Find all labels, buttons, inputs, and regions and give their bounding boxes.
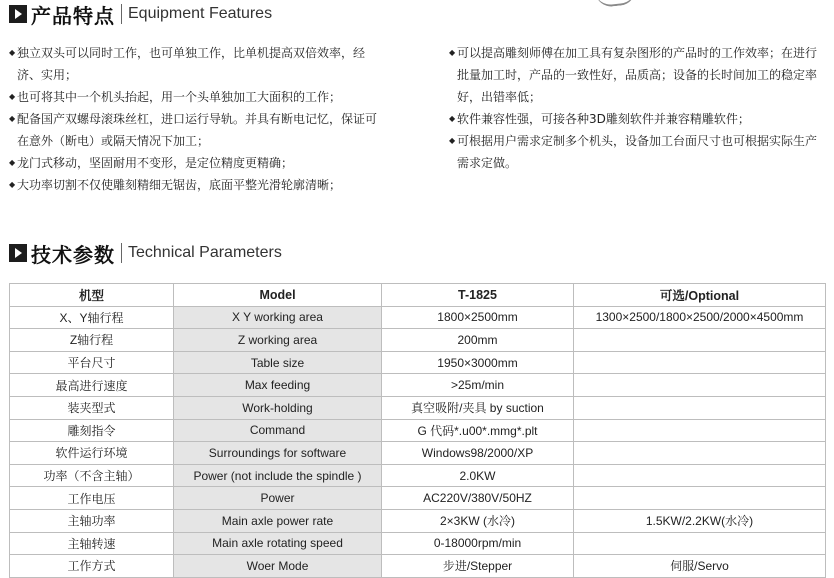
feature-text-line: 济、实用； bbox=[17, 68, 78, 82]
table-header-row bbox=[10, 284, 826, 307]
feature-text-line: 可根据用户需求定制多个机头，设备加工台面尺寸也可根据实际生产 bbox=[457, 134, 818, 148]
table-row bbox=[10, 442, 826, 465]
param-name-cn: 工作电压 bbox=[10, 487, 174, 510]
section-marker-icon bbox=[9, 244, 27, 262]
diamond-bullet-icon: ◆ bbox=[9, 48, 16, 57]
params-title-cn: 技术参数 bbox=[31, 242, 115, 267]
param-name-cn: 雕刻指令 bbox=[10, 419, 174, 442]
features-section-header bbox=[9, 1, 272, 27]
param-name-en: Max feeding bbox=[174, 374, 382, 397]
param-name-en: Main axle power rate bbox=[174, 509, 382, 532]
table-row bbox=[10, 509, 826, 532]
features-title-en: Equipment Features bbox=[128, 5, 273, 22]
diamond-bullet-icon: ◆ bbox=[449, 136, 456, 145]
param-value-t1825: 1800×2500mm bbox=[382, 306, 574, 329]
table-row bbox=[10, 419, 826, 442]
feature-text-line: 也可将其中一个机头抬起，用一个头单独加工大面积的工作； bbox=[17, 90, 342, 104]
param-name-en: Work-holding bbox=[174, 396, 382, 419]
param-value-t1825: >25m/min bbox=[382, 374, 574, 397]
param-name-cn: 最高进行速度 bbox=[10, 374, 174, 397]
feature-item bbox=[449, 108, 821, 130]
param-name-cn: Z轴行程 bbox=[10, 329, 174, 352]
feature-text-line: 大功率切割不仅使雕刻精细无锯齿，底面平整光滑轮廓清晰； bbox=[17, 178, 342, 192]
param-name-cn: 功率（不含主轴） bbox=[10, 464, 174, 487]
feature-item bbox=[9, 152, 379, 174]
param-name-en: Main axle rotating speed bbox=[174, 532, 382, 555]
param-value-optional bbox=[574, 374, 826, 397]
param-value-optional bbox=[574, 351, 826, 374]
table-row bbox=[10, 464, 826, 487]
feature-item bbox=[9, 174, 379, 196]
param-value-optional bbox=[574, 329, 826, 352]
diamond-bullet-icon: ◆ bbox=[9, 180, 16, 189]
param-name-en: Power (not include the spindle ) bbox=[174, 464, 382, 487]
param-value-t1825: 步进/Stepper bbox=[382, 555, 574, 578]
section-marker-icon bbox=[9, 5, 27, 23]
diamond-bullet-icon: ◆ bbox=[449, 48, 456, 57]
param-name-cn: 主轴转速 bbox=[10, 532, 174, 555]
param-value-t1825: 2×3KW (水冷) bbox=[382, 509, 574, 532]
param-name-cn: 工作方式 bbox=[10, 555, 174, 578]
param-value-optional bbox=[574, 464, 826, 487]
table-row bbox=[10, 329, 826, 352]
feature-item bbox=[449, 42, 821, 108]
param-value-optional bbox=[574, 396, 826, 419]
param-name-cn: 平台尺寸 bbox=[10, 351, 174, 374]
header-cell-t1825: T-1825 bbox=[382, 284, 574, 307]
diamond-bullet-icon: ◆ bbox=[9, 158, 16, 167]
feature-text-line: 软件兼容性强，可接各种3D雕刻软件并兼容精雕软件； bbox=[457, 112, 750, 126]
params-title-en: Technical Parameters bbox=[128, 244, 282, 261]
table-row bbox=[10, 396, 826, 419]
param-value-t1825: 2.0KW bbox=[382, 464, 574, 487]
param-value-optional bbox=[574, 532, 826, 555]
param-name-en: Woer Mode bbox=[174, 555, 382, 578]
param-value-t1825: Windows98/2000/XP bbox=[382, 442, 574, 465]
features-left-column bbox=[9, 42, 379, 196]
feature-text-line: 批量加工时，产品的一致性好，品质高；设备的长时间加工的稳定率 bbox=[457, 68, 818, 82]
table-row bbox=[10, 532, 826, 555]
param-name-en: X Y working area bbox=[174, 306, 382, 329]
param-value-optional bbox=[574, 487, 826, 510]
param-name-en: Z working area bbox=[174, 329, 382, 352]
diamond-bullet-icon: ◆ bbox=[9, 92, 16, 101]
feature-text-line: 龙门式移动，坚固耐用不变形，是定位精度更精确； bbox=[17, 156, 294, 170]
param-name-en: Command bbox=[174, 419, 382, 442]
features-right-column bbox=[449, 42, 821, 174]
param-value-t1825: G 代码*.u00*.mmg*.plt bbox=[382, 419, 574, 442]
header-cell-model-cn: 机型 bbox=[10, 284, 174, 307]
feature-text-line: 独立双头可以同时工作，也可单独工作，比单机提高双倍效率，经 bbox=[17, 46, 366, 60]
param-name-cn: X、Y轴行程 bbox=[10, 306, 174, 329]
feature-text-line: 需求定做。 bbox=[457, 156, 518, 170]
params-section-header bbox=[9, 240, 282, 266]
table-row bbox=[10, 306, 826, 329]
param-value-optional: 1300×2500/1800×2500/2000×4500mm bbox=[574, 306, 826, 329]
param-value-t1825: AC220V/380V/50HZ bbox=[382, 487, 574, 510]
param-name-en: Table size bbox=[174, 351, 382, 374]
param-value-t1825: 0-18000rpm/min bbox=[382, 532, 574, 555]
param-value-optional bbox=[574, 442, 826, 465]
diamond-bullet-icon: ◆ bbox=[449, 114, 456, 123]
param-value-t1825: 真空吸附/夹具 by suction bbox=[382, 396, 574, 419]
table-row bbox=[10, 351, 826, 374]
feature-text-line: 配备国产双螺母滚珠丝杠，进口运行导轨。并具有断电记忆，保证可 bbox=[17, 112, 378, 126]
param-value-optional: 1.5KW/2.2KW(水冷) bbox=[574, 509, 826, 532]
table-row bbox=[10, 374, 826, 397]
feature-item bbox=[9, 42, 379, 86]
param-value-t1825: 1950×3000mm bbox=[382, 351, 574, 374]
feature-text-line: 好，出错率低； bbox=[457, 90, 542, 104]
technical-parameters-table bbox=[9, 283, 826, 578]
param-name-cn: 软件运行环境 bbox=[10, 442, 174, 465]
param-value-t1825: 200mm bbox=[382, 329, 574, 352]
decorative-curve bbox=[595, 0, 636, 8]
param-value-optional: 伺服/Servo bbox=[574, 555, 826, 578]
param-name-cn: 主轴功率 bbox=[10, 509, 174, 532]
header-cell-optional: 可选/Optional bbox=[574, 284, 826, 307]
title-separator bbox=[121, 243, 122, 263]
table-row bbox=[10, 487, 826, 510]
param-name-en: Surroundings for software bbox=[174, 442, 382, 465]
header-cell-model-en: Model bbox=[174, 284, 382, 307]
feature-text-line: 在意外（断电）或隔天情况下加工； bbox=[17, 134, 210, 148]
features-title-cn: 产品特点 bbox=[31, 3, 115, 28]
param-name-en: Power bbox=[174, 487, 382, 510]
param-value-optional bbox=[574, 419, 826, 442]
title-separator bbox=[121, 4, 122, 24]
feature-item bbox=[9, 86, 379, 108]
feature-item bbox=[9, 108, 379, 152]
param-name-cn: 装夹型式 bbox=[10, 396, 174, 419]
diamond-bullet-icon: ◆ bbox=[9, 114, 16, 123]
feature-text-line: 可以提高雕刻师傅在加工具有复杂图形的产品时的工作效率；在进行 bbox=[457, 46, 818, 60]
feature-item bbox=[449, 130, 821, 174]
